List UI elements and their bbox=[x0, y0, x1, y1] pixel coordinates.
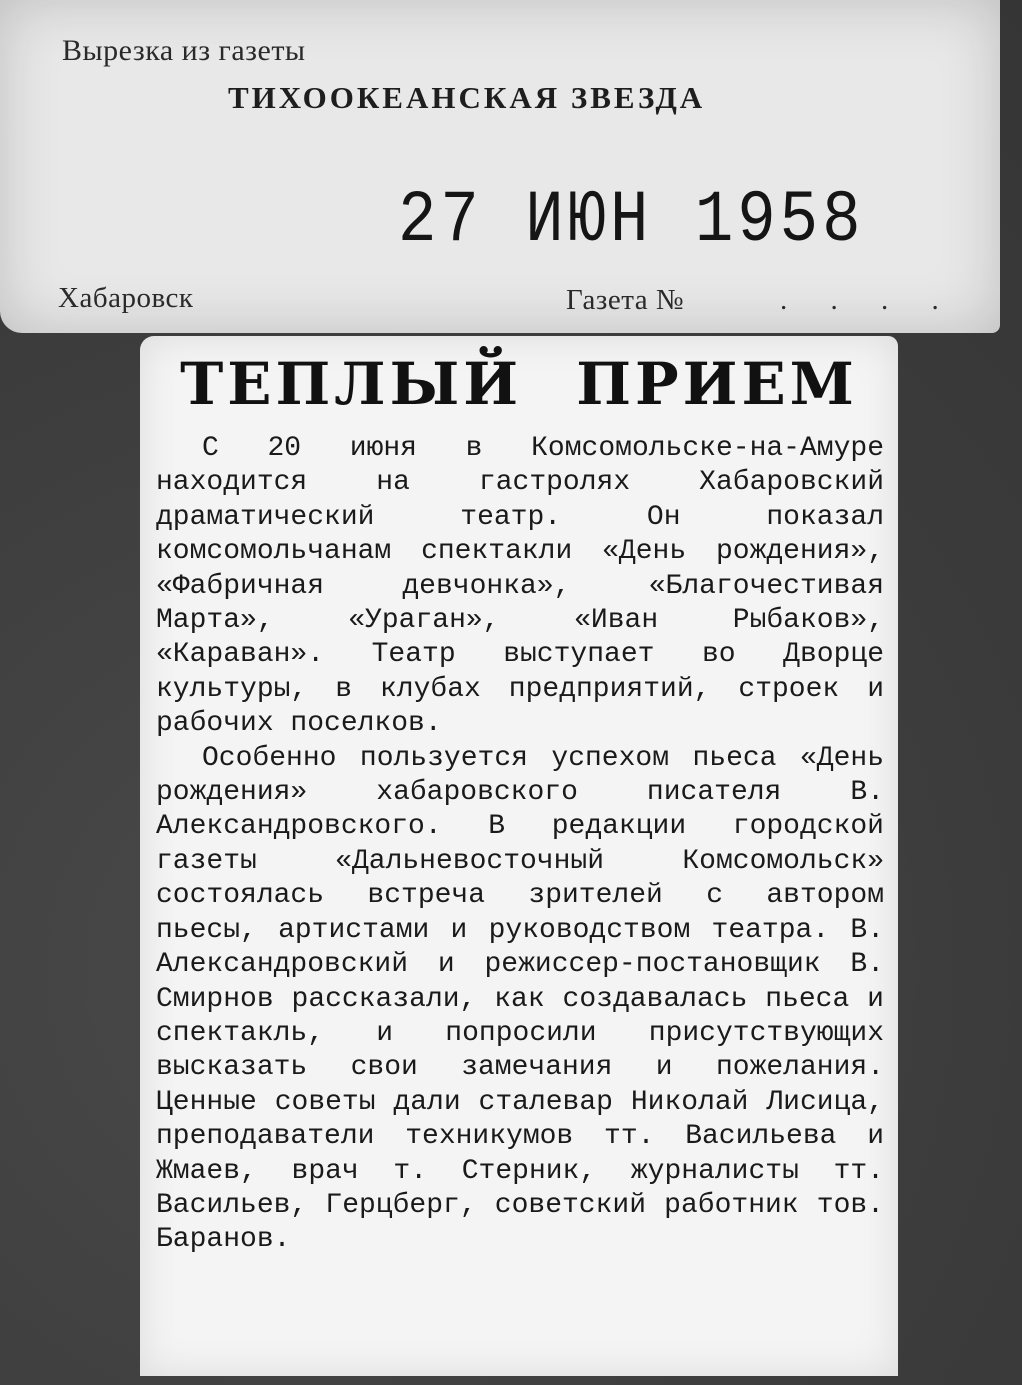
newspaper-name: ТИХООКЕАНСКАЯ ЗВЕЗДА bbox=[228, 80, 706, 115]
issue-label: Газета № bbox=[566, 284, 685, 316]
issue-number-dots: . . . . bbox=[780, 284, 957, 316]
article-headline: ТЕПЛЫЙ ПРИЕМ bbox=[180, 350, 858, 418]
article-body bbox=[156, 432, 884, 1258]
city-label: Хабаровск bbox=[58, 282, 194, 314]
article-paragraph: Особенно пользуется успехом пьеса «День рождения» хабаровского писателя В. Александровского. В редакции городской газеты «Дальневосточный Комсомольск» состоялась встреча зрителей с автором пьесы, артистами и руководством театра. В. Александровский и режиссер-постановщик В. Смирнов рассказали, как создавалась пьеса и спектакль, и попросили присутствующих высказать свои замечания и пожелания. Ценные советы дали сталевар Николай Лисица, преподаватели техникумов тт. Васильева и Жмаев, врач т. Стерник, журналисты тт. Васильев, Герцберг, советский работник тов. Баранов. bbox=[156, 742, 884, 1256]
article-paragraph: С 20 июня в Комсомольске-на-Амуре находится на гастролях Хабаровский драматический театр. Он показал комсомольчанам спектакли «День рождения», «Фабричная девчонка», «Благочестивая Марта», «Ураган», «Иван Рыбаков», «Караван». Театр выступает во Дворце культуры, в клубах предприятий, строек и рабочих поселков. bbox=[156, 433, 884, 740]
article-clipping bbox=[140, 336, 898, 1376]
clipping-header-slip bbox=[0, 0, 1000, 333]
clipping-source-label: Вырезка из газеты bbox=[62, 34, 306, 67]
date-stamp: 27 ИЮН 1958 bbox=[398, 180, 865, 263]
